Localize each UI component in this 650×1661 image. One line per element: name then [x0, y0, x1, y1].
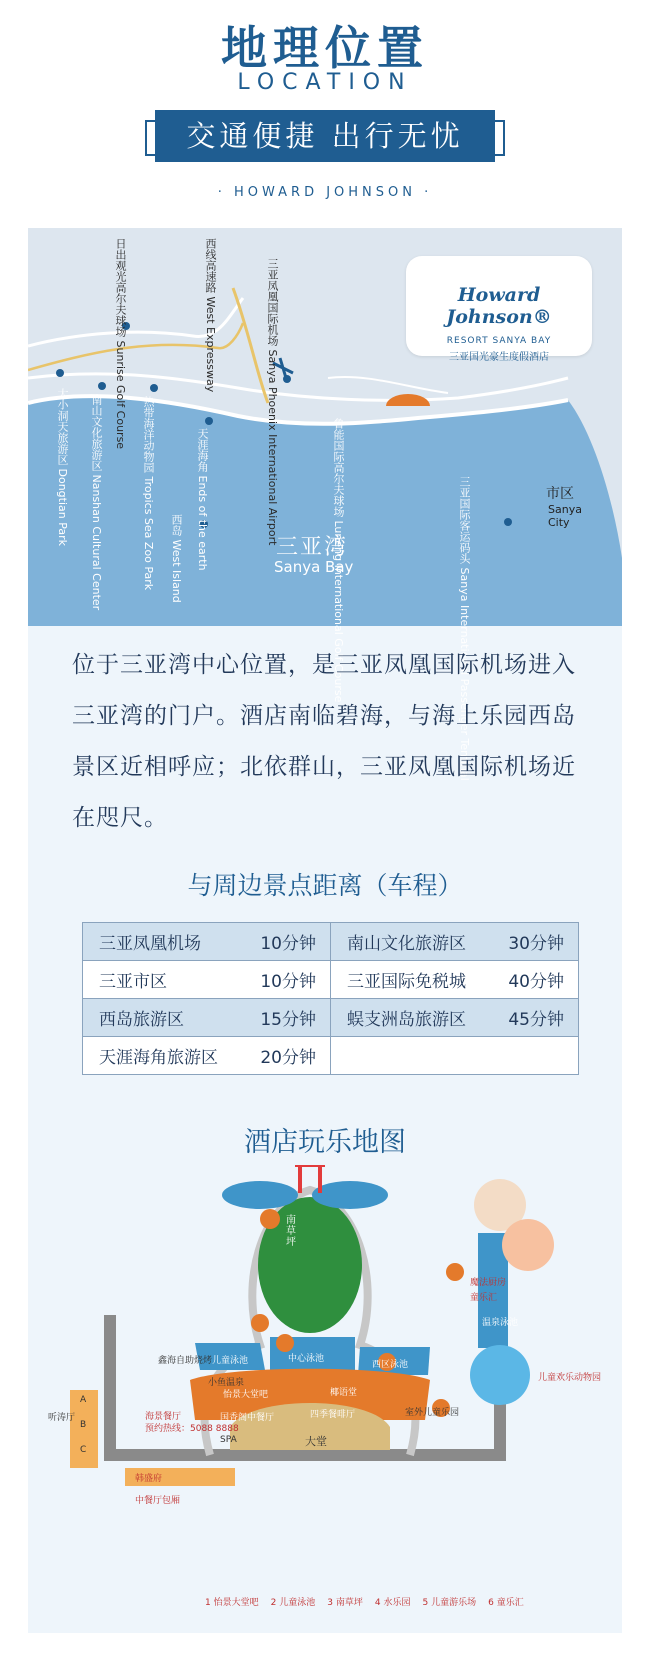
legend-item: 4 水乐园: [374, 1598, 411, 1608]
table-cell: [83, 999, 331, 1037]
place-name: 三亚凤凰机场: [99, 934, 201, 954]
legend-item: 5 儿童游乐场: [422, 1598, 477, 1608]
table-cell: [331, 961, 579, 999]
table-cell: [83, 1037, 331, 1075]
terminal-label: 三亚国际客运码头 Sanya International Passenger Teminal: [458, 476, 471, 781]
kids-club-label: 童乐汇: [470, 1293, 498, 1303]
seaview-label: 海景餐厅: [145, 1412, 182, 1422]
expressway-label: 西线高速路 West Expressway: [204, 238, 217, 393]
table-cell: [331, 1037, 579, 1075]
page-title: 地理位置: [221, 21, 429, 75]
table-row: [83, 961, 579, 999]
place-name: 西岛旅游区: [99, 1010, 184, 1030]
hot-spring-label: 温泉泳池: [482, 1318, 519, 1328]
brand-line: · HOWARD JOHNSON ·: [217, 185, 433, 200]
place-time: 10分钟: [260, 934, 316, 954]
place-name: 三亚国际免税城: [347, 972, 466, 992]
golf-sunrise-label: 日出观光高尔夫球场 Sunrise Golf Course: [114, 238, 127, 450]
city-label: 市区: [546, 486, 574, 502]
yijing-bar-label: 怡景大堂吧: [223, 1390, 269, 1400]
table-cell: [331, 999, 579, 1037]
place-name: 三亚市区: [99, 972, 167, 992]
hanshengfu-label: 韩盛府: [135, 1474, 163, 1484]
bay-label: 三亚湾: [276, 535, 349, 560]
table-cell: [83, 961, 331, 999]
kids-pool-label: 儿童泳池: [212, 1356, 249, 1366]
lawn-label: 南 草 坪: [286, 1215, 296, 1248]
slogan-banner: [145, 110, 505, 162]
page-subtitle: LOCATION: [237, 70, 413, 95]
kids-playground-label: 室外儿童乐园: [405, 1408, 460, 1418]
city-en-label: Sanya City: [548, 503, 582, 529]
west-pool-label: 西区泳池: [372, 1360, 409, 1370]
luneng-golf-label: 鲁能国际高尔夫球场 Luneng International Golf Course: [332, 418, 345, 703]
room-a-label: A: [80, 1395, 87, 1405]
dongtian-label: 大小洞天旅游区 Dongtian Park: [56, 388, 69, 547]
legend-item: 3 南草坪: [327, 1598, 363, 1608]
hotel-logo-line1: RESORT SANYA BAY: [446, 336, 552, 346]
distance-title: 与周边景点距离（车程）: [187, 871, 463, 900]
place-name: 天涯海角旅游区: [99, 1048, 218, 1068]
tingtao-label: 听涛厅: [48, 1413, 76, 1423]
slogan-text: 交通便捷 出行无忧: [155, 110, 495, 162]
resort-legend: [205, 1595, 524, 1608]
legend-item: 2 儿童泳池: [270, 1598, 316, 1608]
place-time: 45分钟: [508, 1010, 564, 1030]
private-room-label: 中餐厅包厢: [135, 1496, 181, 1506]
spa-label: SPA: [220, 1435, 237, 1445]
chinese-restaurant-label: 国香阁中餐厅: [220, 1413, 275, 1423]
four-seasons-label: 四季餐啡厅: [310, 1410, 356, 1420]
coconut-hall-label: 椰语堂: [330, 1388, 358, 1398]
table-row: [83, 999, 579, 1037]
hotel-logo-name: Howard Johnson®: [446, 284, 552, 328]
airport-label: 三亚凤凰国际机场 Sanya Phoenix International Airport: [266, 258, 279, 546]
hotel-logo-line2: 三亚国光豪生度假酒店: [449, 352, 549, 363]
hotel-logo-card: [406, 256, 592, 363]
location-description: 位于三亚湾中心位置，是三亚凤凰国际机场进入三亚湾的门户。酒店南临碧海，与海上乐园西岛景区近相呼应；北依群山，三亚凤凰国际机场近在咫尺。: [72, 652, 576, 831]
west-island-label: 西岛 West Island: [170, 514, 183, 603]
zoo-label: 热带海洋动物园 Tropics Sea Zoo Park: [142, 396, 155, 591]
nanshan-label: 南山文化旅游区 Nanshan Cultural Center: [90, 394, 103, 611]
legend-item: 6 童乐汇: [488, 1598, 524, 1608]
place-time: 30分钟: [508, 934, 564, 954]
room-c-label: C: [80, 1445, 87, 1455]
distance-table: [82, 922, 579, 1075]
table-cell: [331, 923, 579, 961]
place-time: 10分钟: [260, 972, 316, 992]
place-time: 15分钟: [260, 1010, 316, 1030]
ends-of-earth-label: 天涯海角 Ends of the earth: [196, 428, 209, 571]
bracket-right-decoration: [493, 120, 505, 156]
table-row: [83, 1037, 579, 1075]
booking-hotline: 预约热线：5088 8888: [145, 1424, 239, 1434]
table-row: [83, 923, 579, 961]
resort-map-title: 酒店玩乐地图: [244, 1127, 406, 1158]
place-name: 蜈支洲岛旅游区: [347, 1010, 466, 1030]
magic-kitchen-label: 魔法厨房: [470, 1278, 507, 1288]
resort-map: [48, 1165, 620, 1625]
legend-item: 1 怡景大堂吧: [205, 1598, 259, 1608]
kids-zoo-label: 儿童欢乐动物园: [538, 1373, 602, 1383]
place-name: 南山文化旅游区: [347, 934, 466, 954]
small-fish-label: 小鱼温泉: [208, 1378, 245, 1388]
place-time: 20分钟: [260, 1048, 316, 1068]
room-b-label: B: [80, 1420, 87, 1430]
bay-en-label: Sanya Bay: [274, 558, 354, 576]
central-pool-label: 中心泳池: [288, 1354, 325, 1364]
seafood-label: 鑫海自助烧烤: [158, 1356, 213, 1366]
place-time: 40分钟: [508, 972, 564, 992]
table-cell: [83, 923, 331, 961]
lobby-label: 大堂: [305, 1435, 327, 1448]
